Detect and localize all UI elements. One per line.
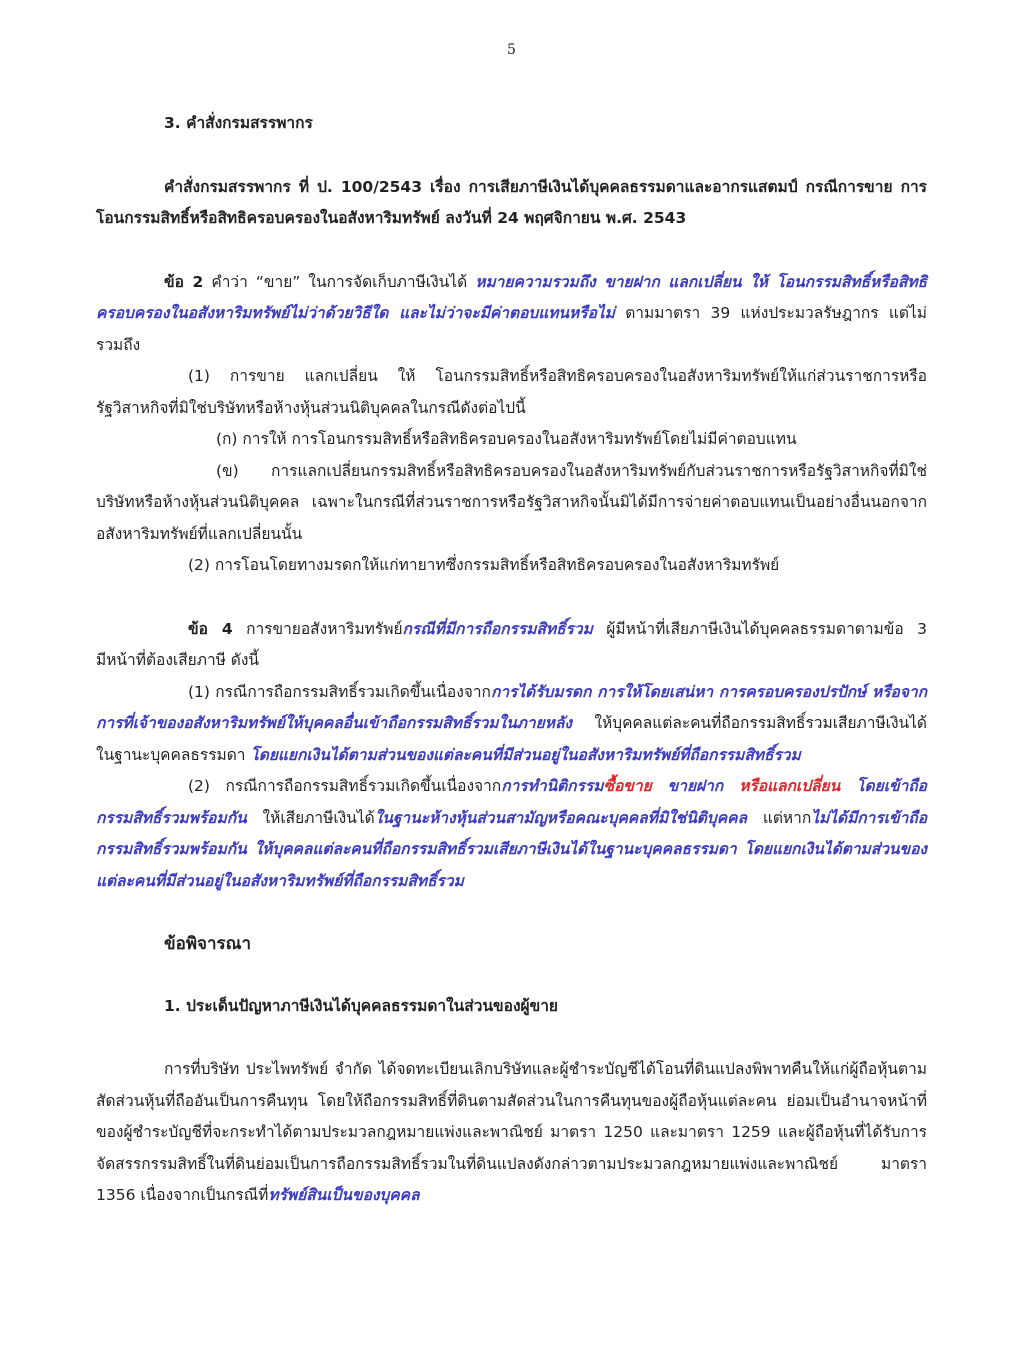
clause-4-highlight: กรณีที่มีการถือกรรมสิทธิ์รวม [402, 619, 593, 638]
item-2-highlight-3: โดยเข้าถือกรรมสิทธิ์รวมพร้อมกัน [96, 777, 927, 827]
clause-4-text: การขายอสังหาริมทรัพย์ [232, 619, 403, 638]
revenue-order-title: คำสั่งกรมสรรพากร ที่ ป. 100/2543 เรื่อง การเสียภาษีเงินได้บุคคลธรรมดาและอากรแสตมป์ กรณีการขาย การโอนกรรมสิทธิ์หรือสิทธิครอบครองในอสังหาริมทรัพย์ ลงวันที่ 24 พฤศจิกายน พ.ศ. 2543 [96, 177, 927, 227]
clause-2-item-1a: (ก) การให้ การโอนกรรมสิทธิ์หรือสิทธิครอบครองในอสังหาริมทรัพย์โดยไม่มีค่าตอบแทน [216, 430, 797, 448]
considerations-highlight: ทรัพย์สินเป็นของบุคคล [268, 1186, 420, 1204]
considerations-body [96, 1054, 927, 1212]
item-2-highlight-4: ในฐานะห้างหุ้นส่วนสามัญหรือคณะบุคคลที่มิใช่นิติบุคคล [374, 808, 747, 827]
clause-2-text: คำว่า “ขาย” ในการจัดเก็บภาษีเงินได้ [203, 272, 476, 291]
clause-2-item-1b: (ข) การแลกเปลี่ยนกรรมสิทธิ์หรือสิทธิครอบครองในอสังหาริมทรัพย์กับส่วนราชการหรือรัฐวิสาหกิจที่มิใช่บริษัทหรือห้างหุ้นส่วนนิติบุคคล เฉพาะในกรณีที่ส่วนราชการหรือรัฐวิสาหกิจนั้นมิได้มีการจ่ายค่าตอบแทนเป็นอย่างอื่นนอกจากอสังหาริมทรัพย์ที่แลกเปลี่ยนนั้น [96, 461, 927, 543]
item-1-highlight-2: การที่เจ้าของอสังหาริมทรัพย์ให้บุคคลอื่นเข้าถือกรรมสิทธิ์รวมในภายหลัง [96, 714, 572, 732]
item-2-highlight: การทำนิติกรรม [501, 777, 604, 795]
item-2-text: (2) กรณีการถือกรรมสิทธิ์รวมเกิดขึ้นเนื่องจาก [188, 777, 502, 795]
clause-2-label: ข้อ 2 [164, 272, 204, 291]
clause-4-item-1 [96, 677, 927, 772]
section-heading: 3. คำสั่งกรมสรรพากร [164, 114, 313, 132]
item-2-emphasis-2: หรือแลกเปลี่ยน [739, 777, 841, 795]
item-1-text: (1) กรณีการถือกรรมสิทธิ์รวมเกิดขึ้นเนื่องจาก [188, 682, 491, 701]
clause-2-text-end: ตามมาตรา 39 แห่งประมวลรัษฎากร แต่ไม่รวมถึง [96, 304, 927, 354]
page-number: 5 [507, 42, 516, 58]
item-2-text-3: แต่หาก [746, 808, 812, 827]
spacer [96, 582, 927, 614]
considerations-heading: ข้อพิจารณา [164, 934, 251, 954]
considerations-text: การที่บริษัท ประไพทรัพย์ จำกัด ได้จดทะเบียนเลิกบริษัทและผู้ชำระบัญชีได้โอนที่ดินแปลงพิพาทคืนให้แก่ผู้ถือหุ้นตามสัดส่วนหุ้นที่ถืออันเป็นการคืนทุน โดยให้ถือกรรมสิทธิ์ที่ดินตามสัดส่วนในการคืนทุนของผู้ถือหุ้นแต่ละคน ย่อมเป็นอำนาจหน้าที่ของผู้ชำระบัญชีที่จะกระทำได้ตามประมวลกฎหมายแพ่งและพาณิชย์ มาตรา 1250 และมาตรา 1259 และผู้ถือหุ้นที่ได้รับการจัดสรรกรรมสิทธิ์ในที่ดินย่อมเป็นการถือกรรมสิทธิ์รวมในที่ดินแปลงดังกล่าวตามประมวลกฎหมายแพ่งและพาณิชย์ มาตรา 1356 เนื่องจากเป็นกรณีที่ [96, 1060, 927, 1204]
clause-2-item-1: (1) การขาย แลกเปลี่ยน ให้ โอนกรรมสิทธิ์หรือสิทธิครอบครองในอสังหาริมทรัพย์ให้แก่ส่วนราชการหรือรัฐวิสาหกิจที่มิใช่บริษัทหรือห้างหุ้นส่วนนิติบุคคลในกรณีดังต่อไปนี้ [96, 367, 927, 417]
clause-2-highlight: หมายความรวมถึง ขายฝาก แลกเปลี่ยน ให้ โอนกรรมสิทธิ์หรือสิทธิครอบครองในอสังหาริมทรัพย์ไม่ว่าด้วยวิธีใด และไม่ว่าจะมีค่าตอบแทนหรือไม่ [96, 272, 927, 322]
clause-2-paragraph [96, 267, 927, 362]
item-2-emphasis: ซื้อขาย [603, 777, 652, 795]
clause-4-label: ข้อ 4 [188, 619, 233, 638]
spacer [96, 235, 927, 267]
item-1-text-2: หรือจาก [866, 682, 928, 701]
clause-2-item-2: (2) การโอนโดยทางมรดกให้แก่ทายาทซึ่งกรรมสิทธิ์หรือสิทธิครอบครองในอสังหาริมทรัพย์ [188, 556, 780, 574]
item-2-text-2: ให้เสียภาษีเงินได้ [246, 808, 375, 827]
issue-1-heading: 1. ประเด็นปัญหาภาษีเงินได้บุคคลธรรมดาในส่วนของผู้ขาย [164, 996, 558, 1015]
item-1-highlight-3: โดยแยกเงินได้ตามส่วนของแต่ละคนที่มีส่วนอยู่ในอสังหาริมทรัพย์ที่ถือกรรมสิทธิ์รวม [250, 745, 801, 764]
spacer [96, 897, 927, 929]
clause-4-paragraph [96, 614, 927, 677]
item-2-highlight-5: ไม่ได้มีการเข้าถือกรรมสิทธิ์รวมพร้อมกัน ให้บุคคลแต่ละคนที่ถือกรรมสิทธิ์รวมเสียภาษีเงินได้ในฐานะบุคคลธรรมดา โดยแยกเงินได้ตามส่วนของแต่ละคนที่มีส่วนอยู่ในอสังหาริมทรัพย์ที่ถือกรรมสิทธิ์รวม [96, 808, 927, 890]
item-1-highlight: การได้รับมรดก การให้โดยเสน่หา การครอบครองปรปักษ์ [490, 682, 867, 701]
clause-4-item-2 [96, 771, 927, 897]
item-1-text-3: ให้บุคคลแต่ละคนที่ถือกรรมสิทธิ์รวมเสียภาษีเงินได้ในฐานะบุคคลธรรมดา [96, 714, 927, 764]
clause-4-text-end: ผู้มีหน้าที่เสียภาษีเงินได้บุคคลธรรมดาตามข้อ 3 มีหน้าที่ต้องเสียภาษี ดังนี้ [96, 619, 927, 669]
item-2-highlight-2: ขายฝาก [651, 777, 740, 795]
